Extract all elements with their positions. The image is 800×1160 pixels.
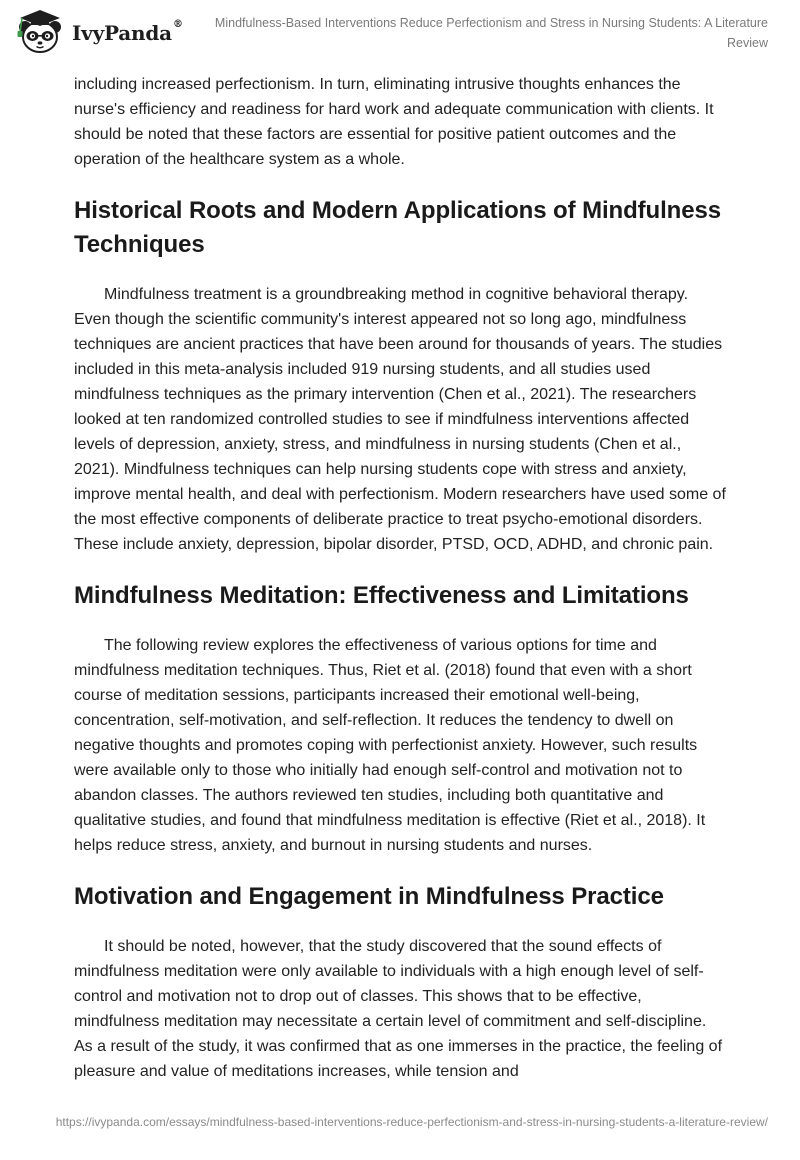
essay-content <box>74 72 726 1084</box>
source-url[interactable]: https://ivypanda.com/essays/mindfulness-based-interventions-reduce-perfectionism-and-stress-in-nursing-students-a-literature-review/ <box>55 1115 768 1129</box>
intro-paragraph: including increased perfectionism. In turn, eliminating intrusive thoughts enhances the nurse's efficiency and readiness for hard work and adequate communication with clients. It should be noted that these factors are essential for positive patient outcomes and the operation of the healthcare system as a whole. <box>74 76 714 168</box>
section-paragraph-motivation-engagement: It should be noted, however, that the study discovered that the sound effects of mindfulness meditation were only available to individuals with a high enough level of self-control and motivation not to drop out of classes. This shows that to be effective, mindfulness meditation may necessitate a certain level of commitment and self-discipline. As a result of the study, it was confirmed that as one immerses in the practice, the feeling of pleasure and value of meditations increases, while tension and <box>74 938 723 1080</box>
document-title: Mindfulness-Based Interventions Reduce Perfectionism and Stress in Nursing Students: A Literature Review <box>214 16 768 50</box>
section-paragraph-historical-roots: Mindfulness treatment is a groundbreaking method in cognitive behavioral therapy. Even though the scientific community's interest appeared not so long ago, mindfulness techniques are ancient practices that have been around for thousands of years. The studies included in this meta-analysis included 919 nursing students, and all studies used mindfulness techniques as the primary intervention (Chen et al., 2021). The researchers looked at ten randomized controlled studies to see if mindfulness interventions affected levels of depression, anxiety, stress, and mindfulness in nursing students (Chen et al., 2021). Mindfulness techniques can help nursing students cope with stress and anxiety, improve mental health, and deal with perfectionism. Modern researchers have used some of the most effective components of deliberate practice to treat psycho-emotional disorders. These include anxiety, depression, bipolar disorder, PTSD, OCD, ADHD, and chronic pain. <box>74 286 726 553</box>
panda-graduate-logo-icon <box>14 8 66 54</box>
section-heading-historical-roots: Historical Roots and Modern Applications of Mindfulness Techniques <box>74 197 721 258</box>
section-paragraph-meditation-effectiveness: The following review explores the effectiveness of various options for time and mindfulness meditation techniques. Thus, Riet et al. (2018) found that even with a short course of meditation sessions, participants increased their emotional well-being, concentration, self-motivation, and self-reflection. It reduces the tendency to dwell on negative thoughts and promotes coping with perfectionist anxiety. However, such results were available only to those who initially had enough self-control and motivation not to abandon classes. The authors reviewed ten studies, including both quantitative and qualitative studies, and found that mindfulness meditation is effective (Riet et al., 2018). It helps reduce stress, anxiety, and burnout in nursing students and nurses. <box>74 637 706 854</box>
ivypanda-logo[interactable] <box>14 8 183 54</box>
section-heading-meditation-effectiveness: Mindfulness Meditation: Effectiveness and Limitations <box>74 582 689 609</box>
brand-text: IvyPanda <box>72 21 172 45</box>
section-heading-motivation-engagement: Motivation and Engagement in Mindfulness Practice <box>74 883 664 910</box>
page-header <box>0 0 800 66</box>
registered-mark: ® <box>172 19 183 30</box>
brand-name <box>72 21 183 45</box>
